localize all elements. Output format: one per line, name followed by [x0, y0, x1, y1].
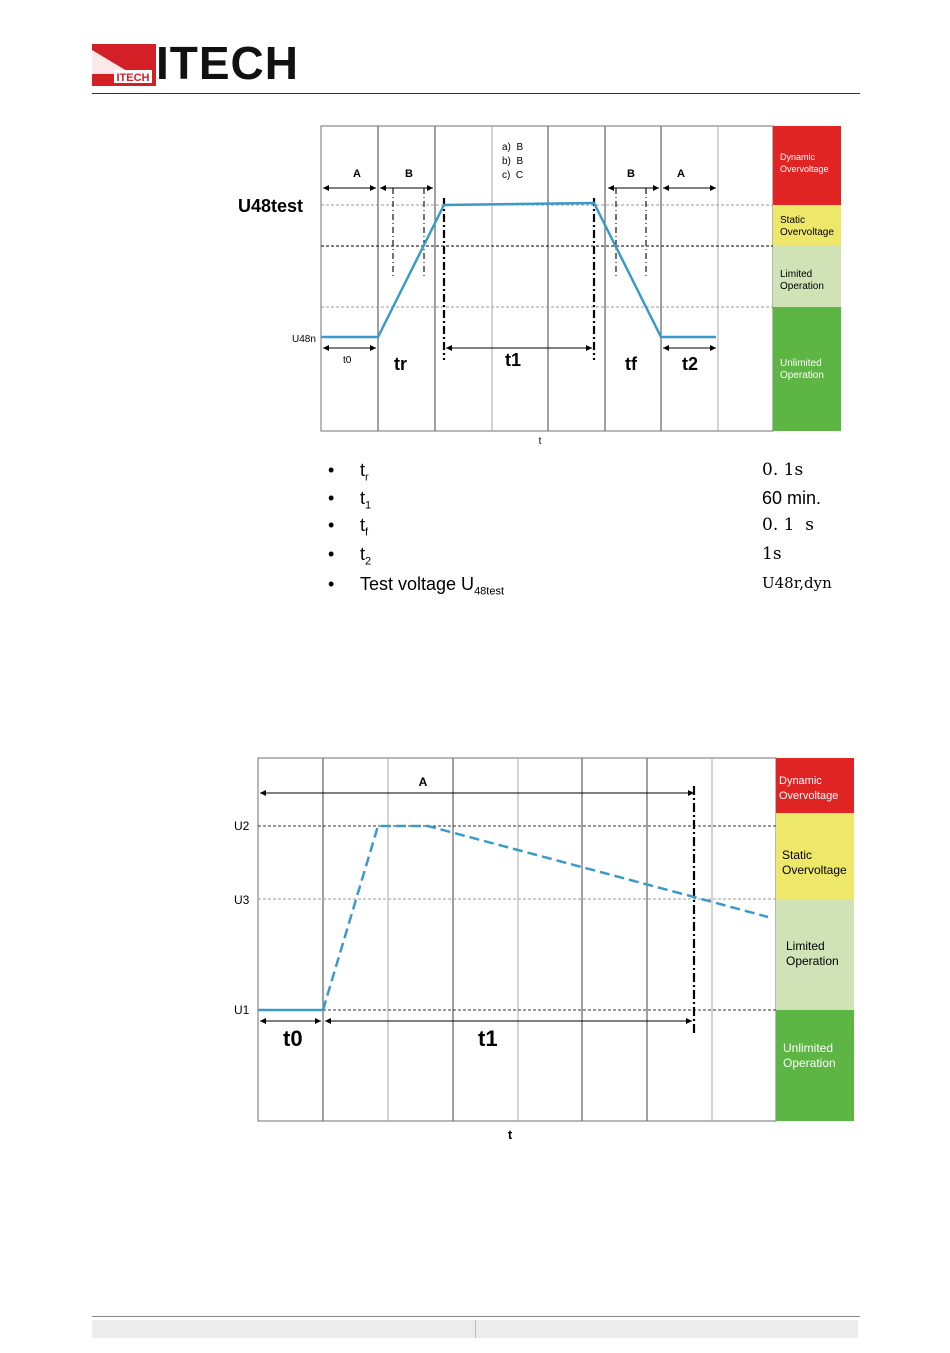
param-row-tr: • $t_r$ 0. 1s [328, 460, 804, 484]
fig1-list-b: b) B [502, 156, 524, 167]
figure-1-frame [321, 126, 773, 431]
fig1-list-c: c) C [502, 170, 524, 181]
figure-2-frame [258, 758, 776, 1121]
param-sub: 2 [365, 555, 372, 568]
zone4-line2: Operation [780, 370, 824, 381]
zone4-line1: Unlimited [783, 1041, 834, 1055]
param-row-test-voltage: • Test voltage $U_{48test}$ U48r,dyn [328, 574, 832, 598]
param-sub: 48test [474, 585, 505, 598]
param-sub: r [365, 471, 369, 484]
fig2-t0-label: t0 [283, 1026, 303, 1051]
fig1-t0-label: t0 [343, 355, 352, 366]
zone4-line1: Unlimited [780, 358, 822, 369]
figure-1-zones [773, 126, 841, 431]
param-symbol: t [360, 460, 366, 480]
zone1-line2: Overvoltage [779, 790, 839, 802]
fig2-u3-label: U3 [234, 893, 250, 907]
fig2-x-axis-label: t [507, 1127, 513, 1142]
figure-2-voltage-profile [228, 748, 858, 1148]
zone1-line2: Overvoltage [780, 164, 829, 174]
fig2-u1-label: U1 [234, 1003, 250, 1017]
fig1-seg-b-right: B [627, 168, 635, 180]
logo-badge-text: ITECH [116, 72, 150, 84]
param-value: 1s [762, 544, 782, 564]
param-symbol: t [360, 515, 366, 535]
zone2-line1: Static [780, 215, 806, 226]
zone1-line1: Dynamic [780, 152, 816, 162]
zone3-line2: Operation [786, 954, 839, 968]
fig1-t1-label: t1 [505, 350, 522, 370]
param-value: U48r,dyn [762, 574, 832, 592]
figure-2-zones [776, 758, 854, 1121]
fig1-t2-label: t2 [682, 354, 699, 374]
fig2-t1-label: t1 [478, 1026, 498, 1051]
param-sub: f [365, 526, 369, 539]
fig1-x-axis-label: t [538, 436, 542, 447]
param-row-tf: • $t_f$ 0. 1 s [328, 515, 814, 539]
param-value: 0. 1 s [762, 515, 814, 535]
fig1-tf-label: tf [625, 354, 637, 374]
zone4-line2: Operation [783, 1056, 836, 1070]
zone-unlimited-operation [773, 307, 841, 431]
footer-separator [475, 1320, 476, 1338]
fig1-seg-a-right: A [677, 168, 685, 180]
fig1-seg-b-left: B [405, 168, 413, 180]
footer-rule [92, 1316, 860, 1317]
fig1-u48test-label: U48test [238, 196, 304, 216]
zone3-line1: Limited [786, 939, 825, 953]
param-value: 0. 1s [762, 460, 804, 480]
zone3-line1: Limited [780, 269, 813, 280]
figure-1-voltage-profile [230, 118, 850, 453]
fig2-u2-label: U2 [234, 819, 250, 833]
param-symbol: Test voltage U [360, 574, 475, 594]
zone2-line2: Overvoltage [782, 863, 847, 877]
zone2-line1: Static [782, 848, 813, 862]
param-value: 60 min. [762, 488, 822, 508]
param-symbol: t [360, 544, 366, 564]
param-symbol: t [360, 488, 366, 508]
param-row-t1: • $t_1$ 60 min. [328, 488, 822, 512]
param-sub: 1 [365, 499, 372, 512]
fig1-seg-a-left: A [353, 168, 361, 180]
fig1-u48n-label: U48n [292, 334, 316, 345]
fig1-list-a: a) B [502, 142, 524, 153]
fig1-tr-label: tr [394, 354, 407, 374]
logo-wordmark: ITECH [156, 37, 299, 89]
param-row-t2: • $t_2$ 1s [328, 544, 782, 568]
itech-logo-badge [92, 44, 156, 86]
zone1-line1: Dynamic [779, 775, 822, 787]
header-rule [92, 93, 860, 94]
zone3-line2: Operation [780, 281, 824, 292]
fig2-seg-a-label: A [418, 775, 428, 789]
zone2-line2: Overvoltage [780, 227, 834, 238]
